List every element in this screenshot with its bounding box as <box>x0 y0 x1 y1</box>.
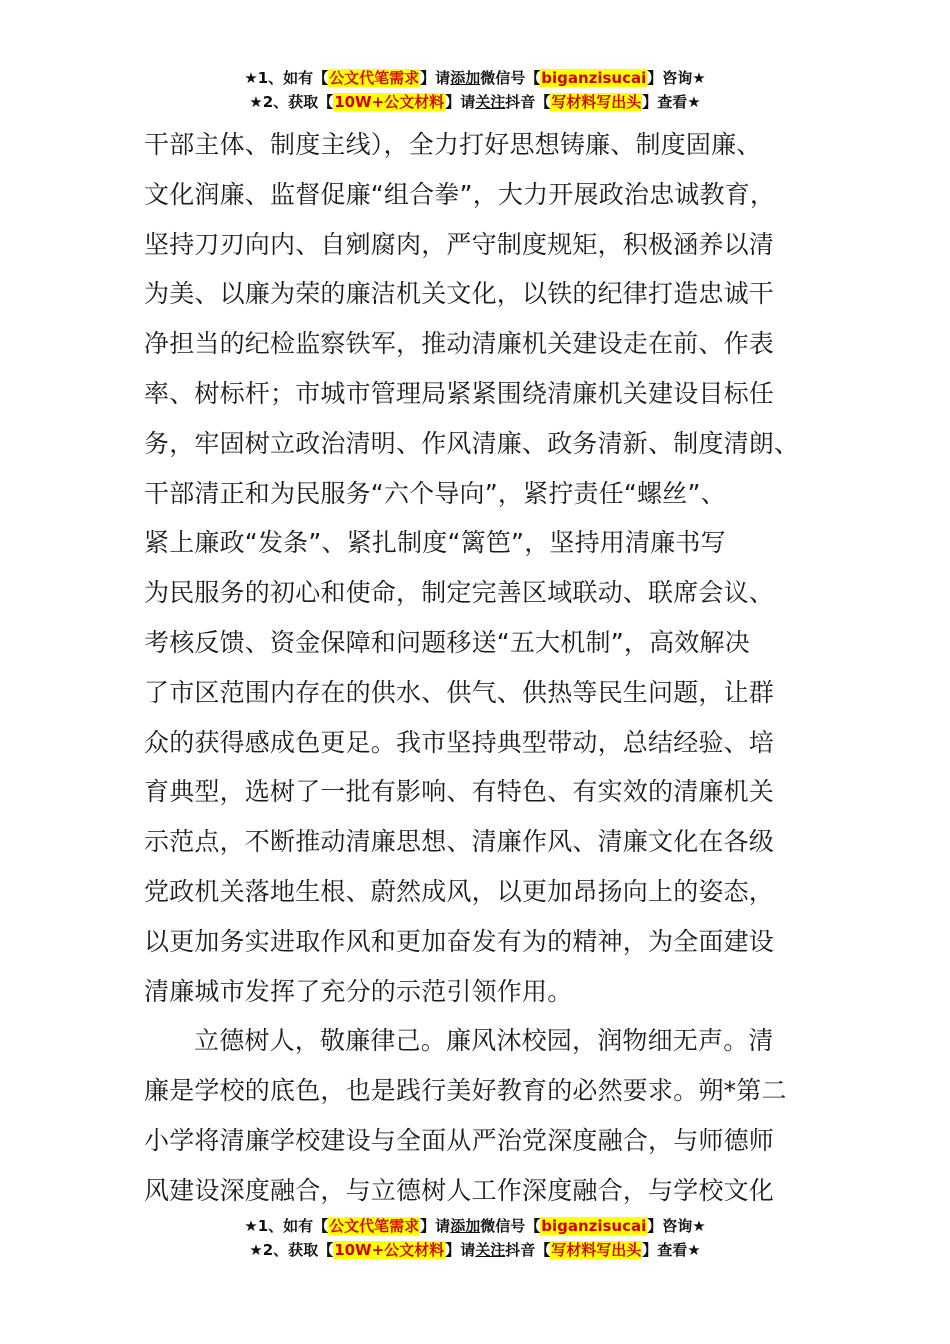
banner-line-1 <box>0 1214 950 1238</box>
banner-text: 】查看★ <box>642 93 701 111</box>
banner-line-2 <box>0 1238 950 1262</box>
banner-line-2 <box>0 90 950 114</box>
text-line: 干部清正和为民服务“六个导向”，紧拧责任“螺丝”、 <box>144 478 726 508</box>
banner-text: 抖音【 <box>505 1241 551 1259</box>
underlined-text: 添加 <box>450 1217 481 1235</box>
text-line: 示范点，不断推动清廉思想、清廉作风、清廉文化在各级 <box>144 827 775 857</box>
text-line: 以更加务实进取作风和更加奋发有为的精神，为全面建设 <box>144 926 775 956</box>
text-line: 务，牢固树立政治清明、作风清廉、政务清新、制度清朗、 <box>144 428 800 458</box>
text-line: 风建设深度融合，与立德树人工作深度融合，与学校文化 <box>144 1175 775 1205</box>
text-line: 廉是学校的底色，也是践行美好教育的必然要求。朔*第二 <box>144 1076 787 1106</box>
banner-text: 】请 <box>420 1217 451 1235</box>
banner-text: 】请 <box>420 69 451 87</box>
underlined-text: 关注 <box>475 93 506 111</box>
banner-text: 】请 <box>445 93 476 111</box>
banner-line-1 <box>0 66 950 90</box>
underlined-text: 关注 <box>475 1241 506 1259</box>
text-line: 党政机关落地生根、蔚然成风，以更加昂扬向上的姿态， <box>144 876 775 906</box>
text-line: 为民服务的初心和使命，制定完善区域联动、联席会议、 <box>144 578 775 608</box>
text-line: 了市区范围内存在的供水、供气、供热等民生问题，让群 <box>144 677 775 707</box>
footer-banner <box>0 1214 950 1262</box>
banner-text: 】咨询★ <box>647 1217 706 1235</box>
banner-text: 】咨询★ <box>647 69 706 87</box>
banner-text: 】查看★ <box>642 1241 701 1259</box>
text-line: 文化润廉、监督促廉“组合拳”，大力开展政治忠诚教育， <box>144 179 776 209</box>
banner-text: ★2、获取【 <box>249 1241 334 1259</box>
underlined-text: 添加 <box>450 69 481 87</box>
text-line: 干部主体、制度主线），全力打好思想铸廉、制度固廉、 <box>144 130 762 159</box>
wechat-id: biganzisucai <box>541 1217 647 1235</box>
text-line: 众的获得感成色更足。我市坚持典型带动，总结经验、培 <box>144 727 775 757</box>
highlight-text: 10W+公文材料 <box>334 1241 445 1259</box>
banner-text: ★1、如有【 <box>244 1217 329 1235</box>
text-line: 为美、以廉为荣的廉洁机关文化，以铁的纪律打造忠诚干 <box>144 279 775 309</box>
banner-text: ★2、获取【 <box>249 93 334 111</box>
douyin-account: 写材料写出头 <box>551 1241 642 1259</box>
document-body <box>144 120 806 1216</box>
banner-text: 抖音【 <box>505 93 551 111</box>
banner-text: 微信号【 <box>480 69 541 87</box>
wechat-id: biganzisucai <box>541 69 647 87</box>
highlight-text: 公文代笔需求 <box>329 69 420 87</box>
highlight-text: 10W+公文材料 <box>334 93 445 111</box>
text-line: 考核反馈、资金保障和问题移送“五大机制”，高效解决 <box>144 627 750 657</box>
text-line: 率、树标杆；市城市管理局紧紧围绕清廉机关建设目标任 <box>144 378 775 408</box>
paragraph-1 <box>144 120 806 1016</box>
text-line: 坚持刀刃向内、自剜腐肉，严守制度规矩，积极涵养以清 <box>144 229 775 259</box>
text-line: 小学将清廉学校建设与全面从严治党深度融合，与师德师 <box>144 1125 775 1155</box>
paragraph-2 <box>144 1016 806 1215</box>
douyin-account: 写材料写出头 <box>551 93 642 111</box>
text-line: 紧上廉政“发条”、紧扎制度“篱笆”，坚持用清廉书写 <box>144 528 726 558</box>
banner-text: 】请 <box>445 1241 476 1259</box>
text-line: 育典型，选树了一批有影响、有特色、有实效的清廉机关 <box>144 777 775 807</box>
text-line: 立德树人，敬廉律己。廉风沐校园，润物细无声。清 <box>194 1026 774 1056</box>
header-banner <box>0 66 950 114</box>
text-line: 净担当的纪检监察铁军，推动清廉机关建设走在前、作表 <box>144 329 775 359</box>
banner-text: 微信号【 <box>480 1217 541 1235</box>
banner-text: ★1、如有【 <box>244 69 329 87</box>
highlight-text: 公文代笔需求 <box>329 1217 420 1235</box>
text-line: 清廉城市发挥了充分的示范引领作用。 <box>144 976 573 1006</box>
